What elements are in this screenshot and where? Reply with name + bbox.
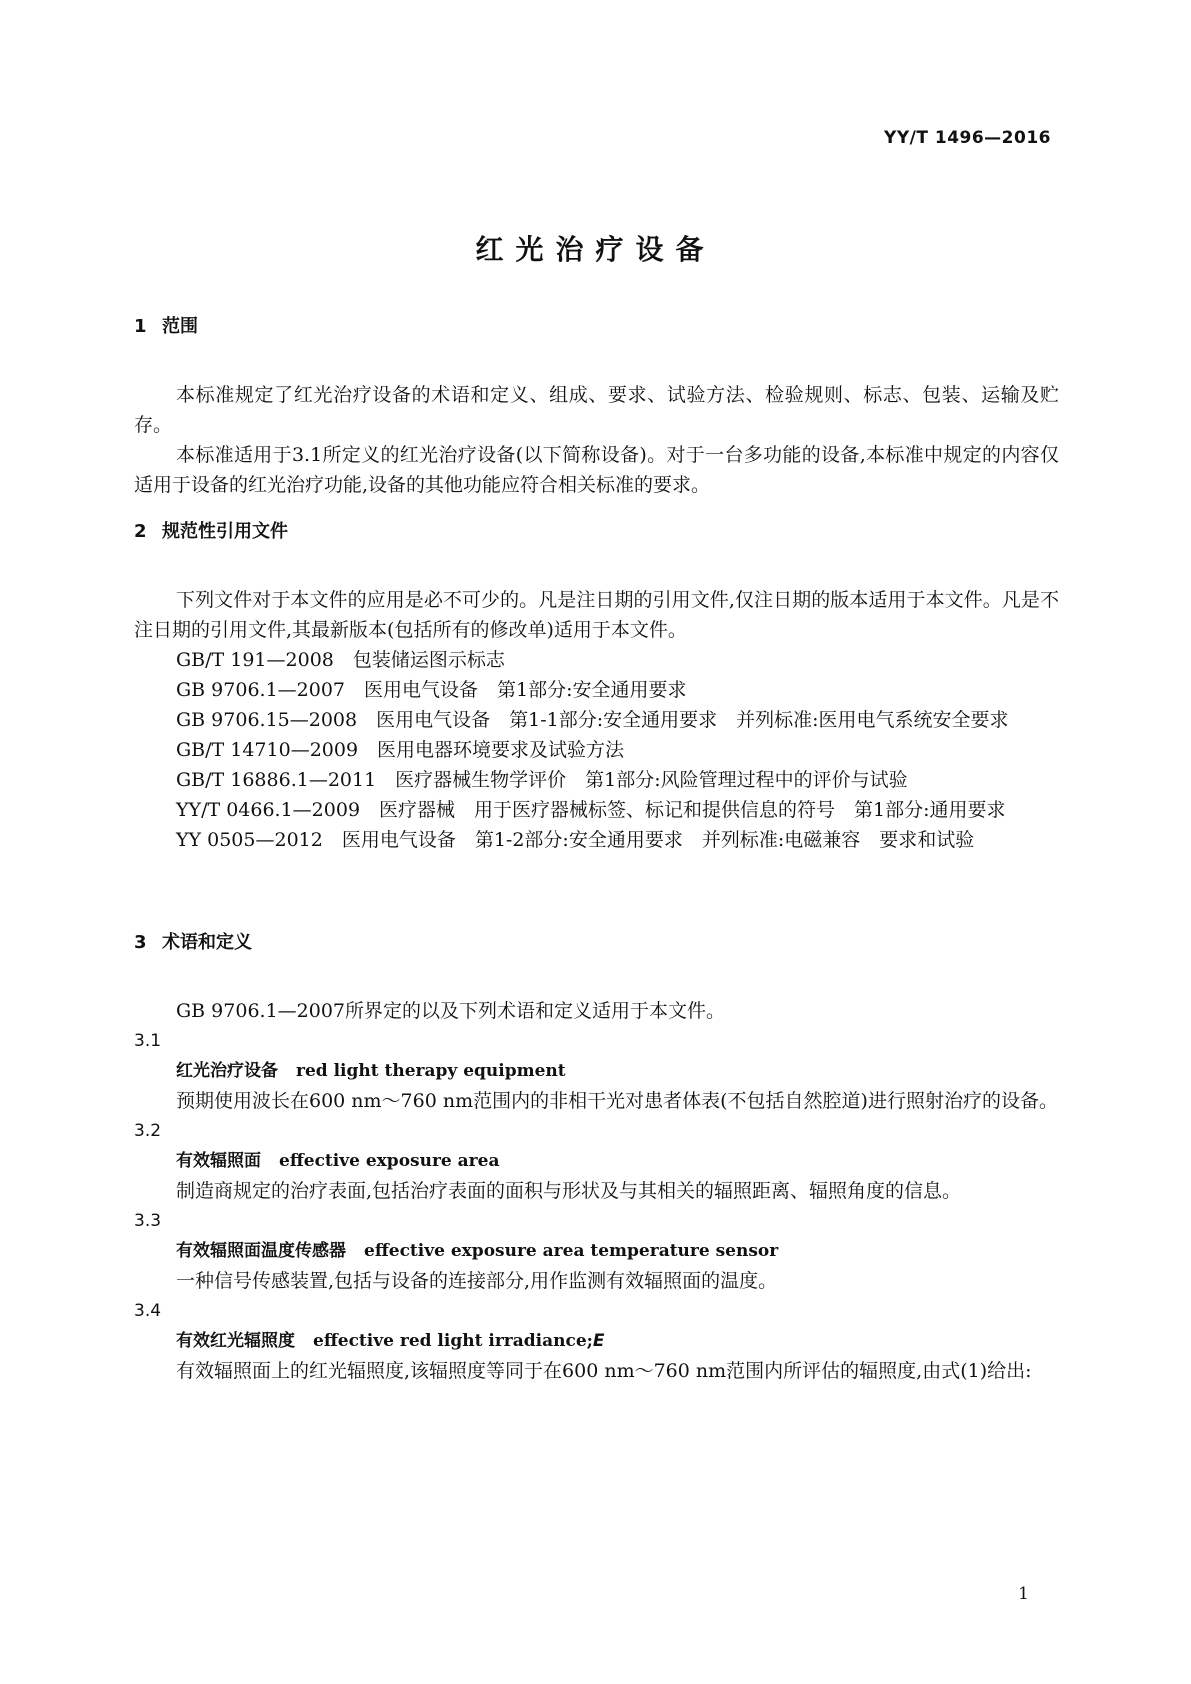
reference-item: GB 9706.15—2008 医用电气设备 第1-1部分:安全通用要求 并列标准:医用电气系统安全要求 xyxy=(176,709,1009,731)
term-number: 3.2 xyxy=(134,1121,162,1141)
section-2 xyxy=(134,517,1059,855)
term-title xyxy=(134,1326,1059,1356)
section-1-title: 范围 xyxy=(162,316,198,337)
section-3-title: 术语和定义 xyxy=(162,932,252,953)
paragraph: GB 9706.1—2007所界定的以及下列术语和定义适用于本文件。 xyxy=(176,1000,726,1022)
section-1 xyxy=(134,312,1059,500)
standard-number: YY/T 1496—2016 xyxy=(884,128,1051,148)
reference-item: YY/T 0466.1—2009 医疗器械 用于医疗器械标签、标记和提供信息的符号 第1部分:通用要求 xyxy=(176,799,1006,821)
paragraph: 本标准规定了红光治疗设备的术语和定义、组成、要求、试验方法、检验规则、标志、包装、运输及贮存。 xyxy=(134,384,1059,436)
term-definition: 预期使用波长在600 nm～760 nm范围内的非相干光对患者体表(不包括自然腔道)进行照射治疗的设备。 xyxy=(176,1090,1058,1112)
term-en: red light therapy equipment xyxy=(296,1061,566,1081)
section-2-title: 规范性引用文件 xyxy=(162,521,288,542)
reference-item: GB/T 16886.1—2011 医疗器械生物学评价 第1部分:风险管理过程中的评价与试验 xyxy=(176,769,908,791)
reference-item: YY 0505—2012 医用电气设备 第1-2部分:安全通用要求 并列标准:电磁兼容 要求和试验 xyxy=(176,829,975,851)
section-3 xyxy=(134,928,1059,1386)
section-2-number: 2 xyxy=(134,521,147,542)
term-zh: 红光治疗设备 xyxy=(176,1061,278,1081)
document-title: 红光治疗设备 xyxy=(475,233,716,266)
section-3-heading xyxy=(134,928,1059,958)
term-zh: 有效辐照面 xyxy=(176,1151,261,1171)
term-zh: 有效辐照面温度传感器 xyxy=(176,1241,346,1261)
section-1-number: 1 xyxy=(134,316,147,337)
paragraph: 下列文件对于本文件的应用是必不可少的。凡是注日期的引用文件,仅注日期的版本适用于本文件。凡是不注日期的引用文件,其最新版本(包括所有的修改单)适用于本文件。 xyxy=(134,589,1059,641)
term-number: 3.4 xyxy=(134,1301,162,1321)
reference-item: GB 9706.1—2007 医用电气设备 第1部分:安全通用要求 xyxy=(176,679,687,701)
term-number: 3.1 xyxy=(134,1031,162,1051)
term-title xyxy=(134,1056,1059,1086)
term-symbol: E xyxy=(592,1331,605,1351)
term-zh: 有效红光辐照度 xyxy=(176,1331,295,1351)
term-number: 3.3 xyxy=(134,1211,162,1231)
paragraph: 本标准适用于3.1所定义的红光治疗设备(以下简称设备)。对于一台多功能的设备,本标准中规定的内容仅适用于设备的红光治疗功能,设备的其他功能应符合相关标准的要求。 xyxy=(134,444,1059,496)
term-en: effective exposure area temperature sensor xyxy=(364,1241,779,1261)
reference-item: GB/T 191—2008 包装储运图示标志 xyxy=(176,649,505,671)
section-3-number: 3 xyxy=(134,932,147,953)
reference-item: GB/T 14710—2009 医用电器环境要求及试验方法 xyxy=(176,739,625,761)
term-title xyxy=(134,1236,1059,1266)
section-2-heading xyxy=(134,517,1059,547)
page-number: 1 xyxy=(1018,1584,1029,1604)
term-en: effective red light irradiance; xyxy=(313,1331,593,1351)
term-title xyxy=(134,1146,1059,1176)
section-1-heading xyxy=(134,312,1059,342)
term-en: effective exposure area xyxy=(279,1151,500,1171)
term-definition: 有效辐照面上的红光辐照度,该辐照度等同于在600 nm～760 nm范围内所评估的辐照度,由式(1)给出: xyxy=(176,1360,1032,1382)
term-definition: 一种信号传感装置,包括与设备的连接部分,用作监测有效辐照面的温度。 xyxy=(176,1270,778,1292)
term-definition: 制造商规定的治疗表面,包括治疗表面的面积与形状及与其相关的辐照距离、辐照角度的信息。 xyxy=(176,1180,962,1202)
